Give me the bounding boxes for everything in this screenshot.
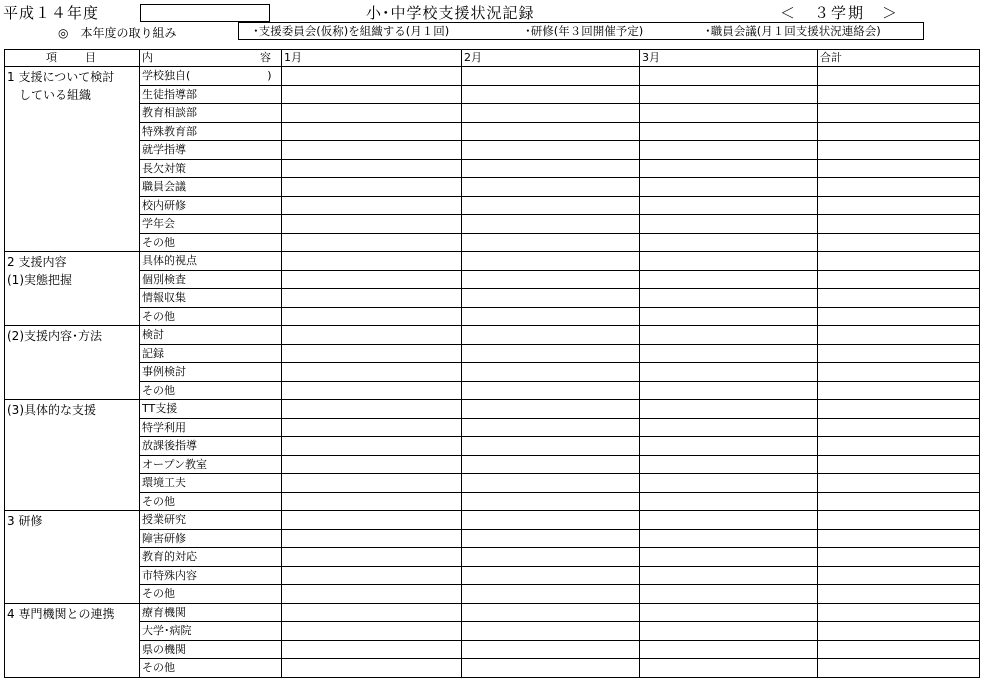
month2-cell[interactable] <box>462 141 640 160</box>
month1-cell[interactable] <box>282 603 462 622</box>
category-cell <box>5 326 140 400</box>
month2-cell[interactable] <box>462 511 640 530</box>
table-row <box>5 67 980 86</box>
total-cell[interactable] <box>818 307 980 326</box>
content-cell: 生徒指導部 <box>140 85 282 104</box>
total-cell[interactable] <box>818 511 980 530</box>
total-cell[interactable] <box>818 104 980 123</box>
table-row <box>5 141 980 160</box>
table-row <box>5 363 980 382</box>
content-cell: 情報収集 <box>140 289 282 308</box>
fiscal-year-label: 平成１４年度 <box>3 4 100 22</box>
month2-cell[interactable] <box>462 196 640 215</box>
total-cell[interactable] <box>818 418 980 437</box>
month3-cell[interactable] <box>640 381 818 400</box>
total-cell[interactable] <box>818 566 980 585</box>
month2-cell[interactable] <box>462 400 640 419</box>
column-header-content <box>140 50 282 67</box>
month3-cell[interactable] <box>640 622 818 641</box>
total-cell[interactable] <box>818 659 980 678</box>
table-row <box>5 511 980 530</box>
month3-cell[interactable] <box>640 585 818 604</box>
table-row <box>5 418 980 437</box>
content-cell: 職員会議 <box>140 178 282 197</box>
table-row <box>5 289 980 308</box>
month3-cell[interactable] <box>640 326 818 345</box>
month2-cell[interactable] <box>462 326 640 345</box>
month1-cell[interactable] <box>282 104 462 123</box>
total-cell[interactable] <box>818 326 980 345</box>
content-cell: 療育機関 <box>140 603 282 622</box>
table-row <box>5 381 980 400</box>
total-cell[interactable] <box>818 455 980 474</box>
content-cell: 特学利用 <box>140 418 282 437</box>
total-cell[interactable] <box>818 233 980 252</box>
content-cell: 障害研修 <box>140 529 282 548</box>
total-cell[interactable] <box>818 622 980 641</box>
content-cell: 大学･病院 <box>140 622 282 641</box>
month1-cell[interactable] <box>282 622 462 641</box>
content-cell: その他 <box>140 233 282 252</box>
month1-cell[interactable] <box>282 363 462 382</box>
month3-cell[interactable] <box>640 289 818 308</box>
month1-cell[interactable] <box>282 400 462 419</box>
month2-cell[interactable] <box>462 455 640 474</box>
column-header-month2: 2月 <box>462 50 640 67</box>
table-row <box>5 400 980 419</box>
total-cell[interactable] <box>818 215 980 234</box>
content-cell: 具体的視点 <box>140 252 282 271</box>
table-row <box>5 529 980 548</box>
month1-cell[interactable] <box>282 344 462 363</box>
column-header-total: 合計 <box>818 50 980 67</box>
total-cell[interactable] <box>818 178 980 197</box>
content-cell: その他 <box>140 381 282 400</box>
month3-cell[interactable] <box>640 640 818 659</box>
category-label: 2 支援内容 <box>7 255 67 269</box>
month2-cell[interactable] <box>462 566 640 585</box>
category-cell <box>5 400 140 511</box>
table-row <box>5 566 980 585</box>
total-cell[interactable] <box>818 437 980 456</box>
month2-cell[interactable] <box>462 640 640 659</box>
content-cell: 県の機関 <box>140 640 282 659</box>
month3-cell[interactable] <box>640 363 818 382</box>
month2-cell[interactable] <box>462 344 640 363</box>
month2-cell[interactable] <box>462 548 640 567</box>
month2-cell[interactable] <box>462 622 640 641</box>
month1-cell[interactable] <box>282 307 462 326</box>
table-row <box>5 344 980 363</box>
month2-cell[interactable] <box>462 289 640 308</box>
month1-cell[interactable] <box>282 381 462 400</box>
month1-cell[interactable] <box>282 215 462 234</box>
total-cell[interactable] <box>818 85 980 104</box>
month1-cell[interactable] <box>282 585 462 604</box>
month3-cell[interactable] <box>640 215 818 234</box>
month1-cell[interactable] <box>282 85 462 104</box>
content-cell: オープン教室 <box>140 455 282 474</box>
total-cell[interactable] <box>818 270 980 289</box>
month2-cell[interactable] <box>462 233 640 252</box>
category-cell <box>5 67 140 252</box>
total-cell[interactable] <box>818 141 980 160</box>
month3-cell[interactable] <box>640 400 818 419</box>
month1-cell[interactable] <box>282 437 462 456</box>
month2-cell[interactable] <box>462 474 640 493</box>
month2-cell[interactable] <box>462 67 640 86</box>
table-row <box>5 585 980 604</box>
month2-cell[interactable] <box>462 585 640 604</box>
content-cell: その他 <box>140 492 282 511</box>
month1-cell[interactable] <box>282 566 462 585</box>
category-label: 4 専門機関との連携 <box>7 606 115 621</box>
month3-cell[interactable] <box>640 344 818 363</box>
page-title: 小･中学校支援状況記録 <box>366 4 535 22</box>
month1-cell[interactable] <box>282 178 462 197</box>
month1-cell[interactable] <box>282 418 462 437</box>
month3-cell[interactable] <box>640 437 818 456</box>
total-cell[interactable] <box>818 548 980 567</box>
table-row <box>5 85 980 104</box>
month2-cell[interactable] <box>462 270 640 289</box>
category-label: (1)実態把握 <box>7 273 72 287</box>
month3-cell[interactable] <box>640 122 818 141</box>
content-cell: 個別検査 <box>140 270 282 289</box>
table-row <box>5 215 980 234</box>
column-header-month3: 3月 <box>640 50 818 67</box>
content-cell: その他 <box>140 659 282 678</box>
content-cell: 学校独自( ) <box>140 67 282 86</box>
table-row <box>5 640 980 659</box>
table-row <box>5 159 980 178</box>
month1-cell[interactable] <box>282 270 462 289</box>
month1-cell[interactable] <box>282 141 462 160</box>
content-cell: 特殊教育部 <box>140 122 282 141</box>
month2-cell[interactable] <box>462 381 640 400</box>
column-header-content-b: 容 <box>260 51 271 64</box>
month3-cell[interactable] <box>640 492 818 511</box>
table-row <box>5 104 980 123</box>
term-label: ＜ ３学期 ＞ <box>780 4 900 22</box>
content-cell: 記録 <box>140 344 282 363</box>
category-cell <box>5 252 140 326</box>
table-row <box>5 455 980 474</box>
initiative-item: ･研修(年３回開催予定) <box>525 24 644 38</box>
month3-cell[interactable] <box>640 418 818 437</box>
total-cell[interactable] <box>818 252 980 271</box>
total-cell[interactable] <box>818 640 980 659</box>
month3-cell[interactable] <box>640 511 818 530</box>
month1-cell[interactable] <box>282 511 462 530</box>
content-cell: 学年会 <box>140 215 282 234</box>
category-cell <box>5 603 140 677</box>
content-cell: 環境工夫 <box>140 474 282 493</box>
content-cell: 放課後指導 <box>140 437 282 456</box>
total-cell[interactable] <box>818 363 980 382</box>
initiative-item: ･職員会議(月１回支援状況連絡会) <box>705 24 881 38</box>
total-cell[interactable] <box>818 492 980 511</box>
total-cell[interactable] <box>818 603 980 622</box>
category-label: (2)支援内容･方法 <box>7 329 102 343</box>
category-label: 3 研修 <box>7 514 43 528</box>
month1-cell[interactable] <box>282 455 462 474</box>
month2-cell[interactable] <box>462 178 640 197</box>
month1-cell[interactable] <box>282 548 462 567</box>
table-row <box>5 326 980 345</box>
total-cell[interactable] <box>818 67 980 86</box>
column-header-month1: 1月 <box>282 50 462 67</box>
content-cell: 教育相談部 <box>140 104 282 123</box>
total-cell[interactable] <box>818 474 980 493</box>
month1-cell[interactable] <box>282 326 462 345</box>
table-row <box>5 307 980 326</box>
total-cell[interactable] <box>818 122 980 141</box>
month1-cell[interactable] <box>282 196 462 215</box>
month2-cell[interactable] <box>462 492 640 511</box>
month3-cell[interactable] <box>640 307 818 326</box>
month3-cell[interactable] <box>640 196 818 215</box>
content-cell: 検討 <box>140 326 282 345</box>
month3-cell[interactable] <box>640 141 818 160</box>
month1-cell[interactable] <box>282 529 462 548</box>
month2-cell[interactable] <box>462 529 640 548</box>
month1-cell[interactable] <box>282 67 462 86</box>
table-row <box>5 622 980 641</box>
month2-cell[interactable] <box>462 215 640 234</box>
month2-cell[interactable] <box>462 122 640 141</box>
month2-cell[interactable] <box>462 104 640 123</box>
table-row <box>5 437 980 456</box>
month1-cell[interactable] <box>282 640 462 659</box>
table-row <box>5 233 980 252</box>
table-row <box>5 492 980 511</box>
month2-cell[interactable] <box>462 85 640 104</box>
table-row <box>5 252 980 271</box>
month1-cell[interactable] <box>282 122 462 141</box>
content-cell: 市特殊内容 <box>140 566 282 585</box>
content-cell: 事例検討 <box>140 363 282 382</box>
table-body <box>5 67 980 678</box>
month1-cell[interactable] <box>282 289 462 308</box>
month3-cell[interactable] <box>640 548 818 567</box>
month1-cell[interactable] <box>282 159 462 178</box>
table-row <box>5 270 980 289</box>
category-label: している組織 <box>7 88 92 102</box>
month2-cell[interactable] <box>462 437 640 456</box>
table-header-row <box>5 50 980 67</box>
month2-cell[interactable] <box>462 363 640 382</box>
content-cell: 長欠対策 <box>140 159 282 178</box>
initiatives-label: ◎ 本年度の取り組み <box>58 26 177 40</box>
total-cell[interactable] <box>818 196 980 215</box>
month2-cell[interactable] <box>462 659 640 678</box>
table-row <box>5 603 980 622</box>
school-name-field[interactable] <box>140 4 270 22</box>
content-cell: 授業研究 <box>140 511 282 530</box>
content-cell: 就学指導 <box>140 141 282 160</box>
table-row <box>5 196 980 215</box>
month1-cell[interactable] <box>282 233 462 252</box>
total-cell[interactable] <box>818 289 980 308</box>
month3-cell[interactable] <box>640 159 818 178</box>
month3-cell[interactable] <box>640 233 818 252</box>
month1-cell[interactable] <box>282 659 462 678</box>
table-row <box>5 474 980 493</box>
content-cell: その他 <box>140 307 282 326</box>
category-label: 1 支援について検討 <box>7 70 115 84</box>
month3-cell[interactable] <box>640 474 818 493</box>
table-row <box>5 122 980 141</box>
category-label: (3)具体的な支援 <box>7 403 96 417</box>
month3-cell[interactable] <box>640 566 818 585</box>
content-cell: TT支援 <box>140 400 282 419</box>
month3-cell[interactable] <box>640 455 818 474</box>
total-cell[interactable] <box>818 344 980 363</box>
month2-cell[interactable] <box>462 307 640 326</box>
month2-cell[interactable] <box>462 603 640 622</box>
month1-cell[interactable] <box>282 252 462 271</box>
month3-cell[interactable] <box>640 178 818 197</box>
total-cell[interactable] <box>818 529 980 548</box>
column-header-item: 項 目 <box>5 50 140 67</box>
month2-cell[interactable] <box>462 252 640 271</box>
table-row <box>5 178 980 197</box>
month3-cell[interactable] <box>640 104 818 123</box>
column-header-content-a: 内 <box>142 51 153 64</box>
month3-cell[interactable] <box>640 603 818 622</box>
month3-cell[interactable] <box>640 85 818 104</box>
content-cell: 校内研修 <box>140 196 282 215</box>
content-cell: その他 <box>140 585 282 604</box>
table-row <box>5 659 980 678</box>
initiatives-box <box>238 22 924 40</box>
initiative-item: ･支援委員会(仮称)を組織する(月１回) <box>253 24 450 38</box>
month3-cell[interactable] <box>640 67 818 86</box>
month1-cell[interactable] <box>282 492 462 511</box>
table-row <box>5 548 980 567</box>
month1-cell[interactable] <box>282 474 462 493</box>
month2-cell[interactable] <box>462 418 640 437</box>
total-cell[interactable] <box>818 381 980 400</box>
month3-cell[interactable] <box>640 252 818 271</box>
month3-cell[interactable] <box>640 529 818 548</box>
month2-cell[interactable] <box>462 159 640 178</box>
content-cell: 教育的対応 <box>140 548 282 567</box>
support-record-table <box>4 49 980 678</box>
month3-cell[interactable] <box>640 270 818 289</box>
category-cell <box>5 511 140 604</box>
total-cell[interactable] <box>818 159 980 178</box>
month3-cell[interactable] <box>640 659 818 678</box>
total-cell[interactable] <box>818 585 980 604</box>
total-cell[interactable] <box>818 400 980 419</box>
